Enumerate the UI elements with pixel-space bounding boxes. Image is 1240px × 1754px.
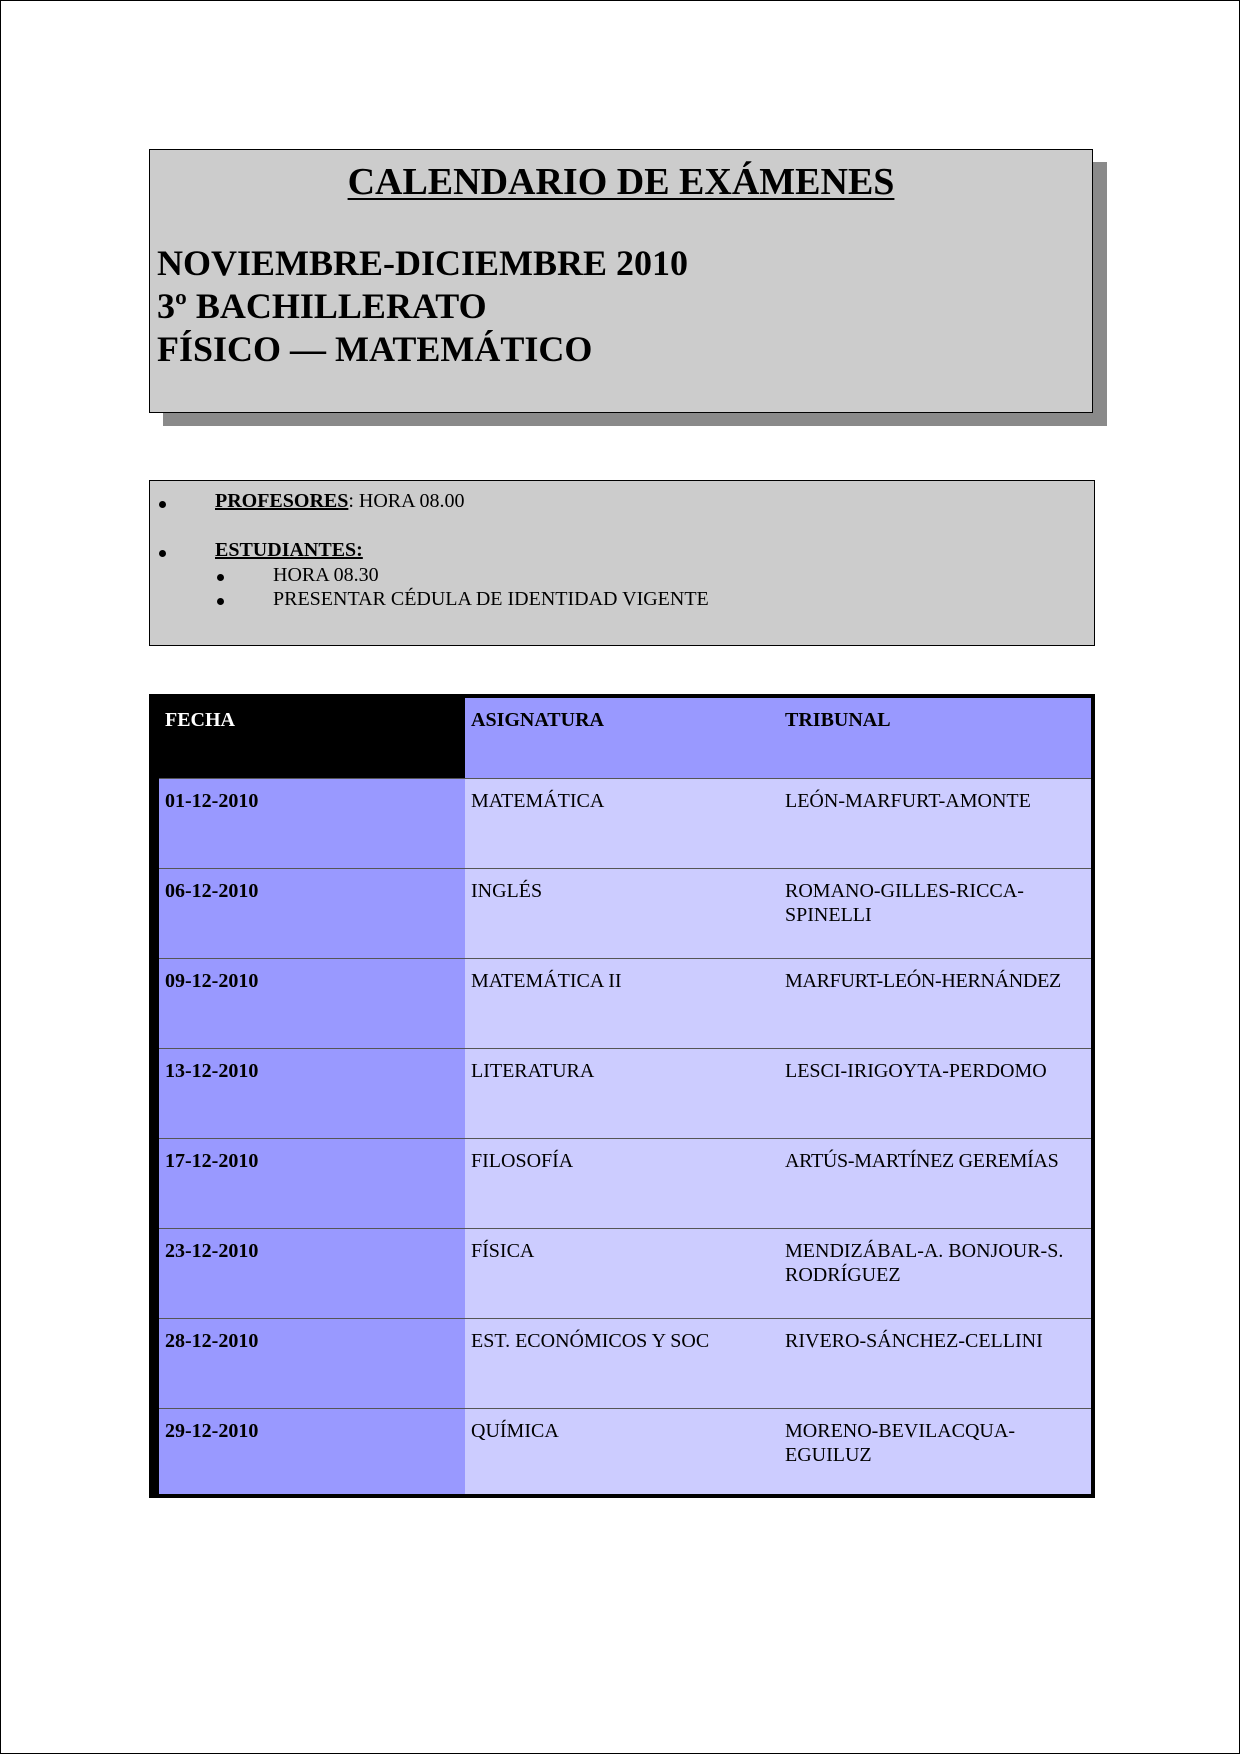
info-box: [149, 480, 1095, 646]
table-cell-fecha: 17-12-2010: [159, 1138, 465, 1228]
column-header-asignatura: ASIGNATURA: [471, 709, 604, 731]
table-cell-asignatura: MATEMÁTICA: [465, 778, 779, 868]
table-cell-fecha: 28-12-2010: [159, 1318, 465, 1408]
profesores-line: [215, 490, 464, 513]
table-cell-fecha: 13-12-2010: [159, 1048, 465, 1138]
bullet-icon: [217, 574, 224, 581]
table-cell-tribunal: MORENO-BEVILACQUA-EGUILUZ: [779, 1408, 1091, 1494]
estudiantes-line: [215, 539, 363, 562]
header-subtitle-block: [157, 242, 688, 371]
bullet-icon: [159, 501, 166, 508]
exam-schedule-table: [149, 694, 1095, 1498]
table-cell-tribunal: RIVERO-SÁNCHEZ-CELLINI: [779, 1318, 1091, 1408]
column-header-fecha: FECHA: [165, 709, 235, 731]
bullet-icon: [217, 598, 224, 605]
table-cell-asignatura: MATEMÁTICA II: [465, 958, 779, 1048]
period-line: NOVIEMBRE-DICIEMBRE 2010: [157, 243, 689, 283]
document-title: CALENDARIO DE EXÁMENES: [347, 161, 895, 203]
table-cell-tribunal: ROMANO-GILLES-RICCA-SPINELLI: [779, 868, 1091, 958]
table-cell-tribunal: ARTÚS-MARTÍNEZ GEREMÍAS: [779, 1138, 1091, 1228]
column-header-tribunal: TRIBUNAL: [785, 709, 891, 731]
table-cell-fecha: 23-12-2010: [159, 1228, 465, 1318]
table-cell-fecha: 06-12-2010: [159, 868, 465, 958]
header-box: [149, 149, 1093, 413]
bullet-icon: [159, 550, 166, 557]
profesores-label: PROFESORES: [215, 490, 349, 512]
estudiantes-item: PRESENTAR CÉDULA DE IDENTIDAD VIGENTE: [273, 588, 709, 610]
table-cell-tribunal: LEÓN-MARFURT-AMONTE: [779, 778, 1091, 868]
profesores-time: : HORA 08.00: [348, 490, 465, 512]
table-cell-asignatura: FÍSICA: [465, 1228, 779, 1318]
table-cell-fecha: 09-12-2010: [159, 958, 465, 1048]
table-cell-fecha: 29-12-2010: [159, 1408, 465, 1494]
table-cell-asignatura: EST. ECONÓMICOS Y SOC: [465, 1318, 779, 1408]
table-cell-asignatura: INGLÉS: [465, 868, 779, 958]
course-line: 3º BACHILLERATO: [157, 286, 487, 326]
estudiantes-label: ESTUDIANTES:: [215, 539, 363, 561]
table-cell-tribunal: MENDIZÁBAL-A. BONJOUR-S. RODRÍGUEZ: [779, 1228, 1091, 1318]
table-cell-tribunal: MARFURT-LEÓN-HERNÁNDEZ: [779, 958, 1091, 1048]
table-cell-asignatura: LITERATURA: [465, 1048, 779, 1138]
table-cell-fecha: 01-12-2010: [159, 778, 465, 868]
estudiantes-item: HORA 08.30: [273, 564, 379, 586]
table-cell-asignatura: FILOSOFÍA: [465, 1138, 779, 1228]
orientation-line: FÍSICO — MATEMÁTICO: [157, 329, 593, 369]
table-cell-asignatura: QUÍMICA: [465, 1408, 779, 1494]
table-cell-tribunal: LESCI-IRIGOYTA-PERDOMO: [779, 1048, 1091, 1138]
